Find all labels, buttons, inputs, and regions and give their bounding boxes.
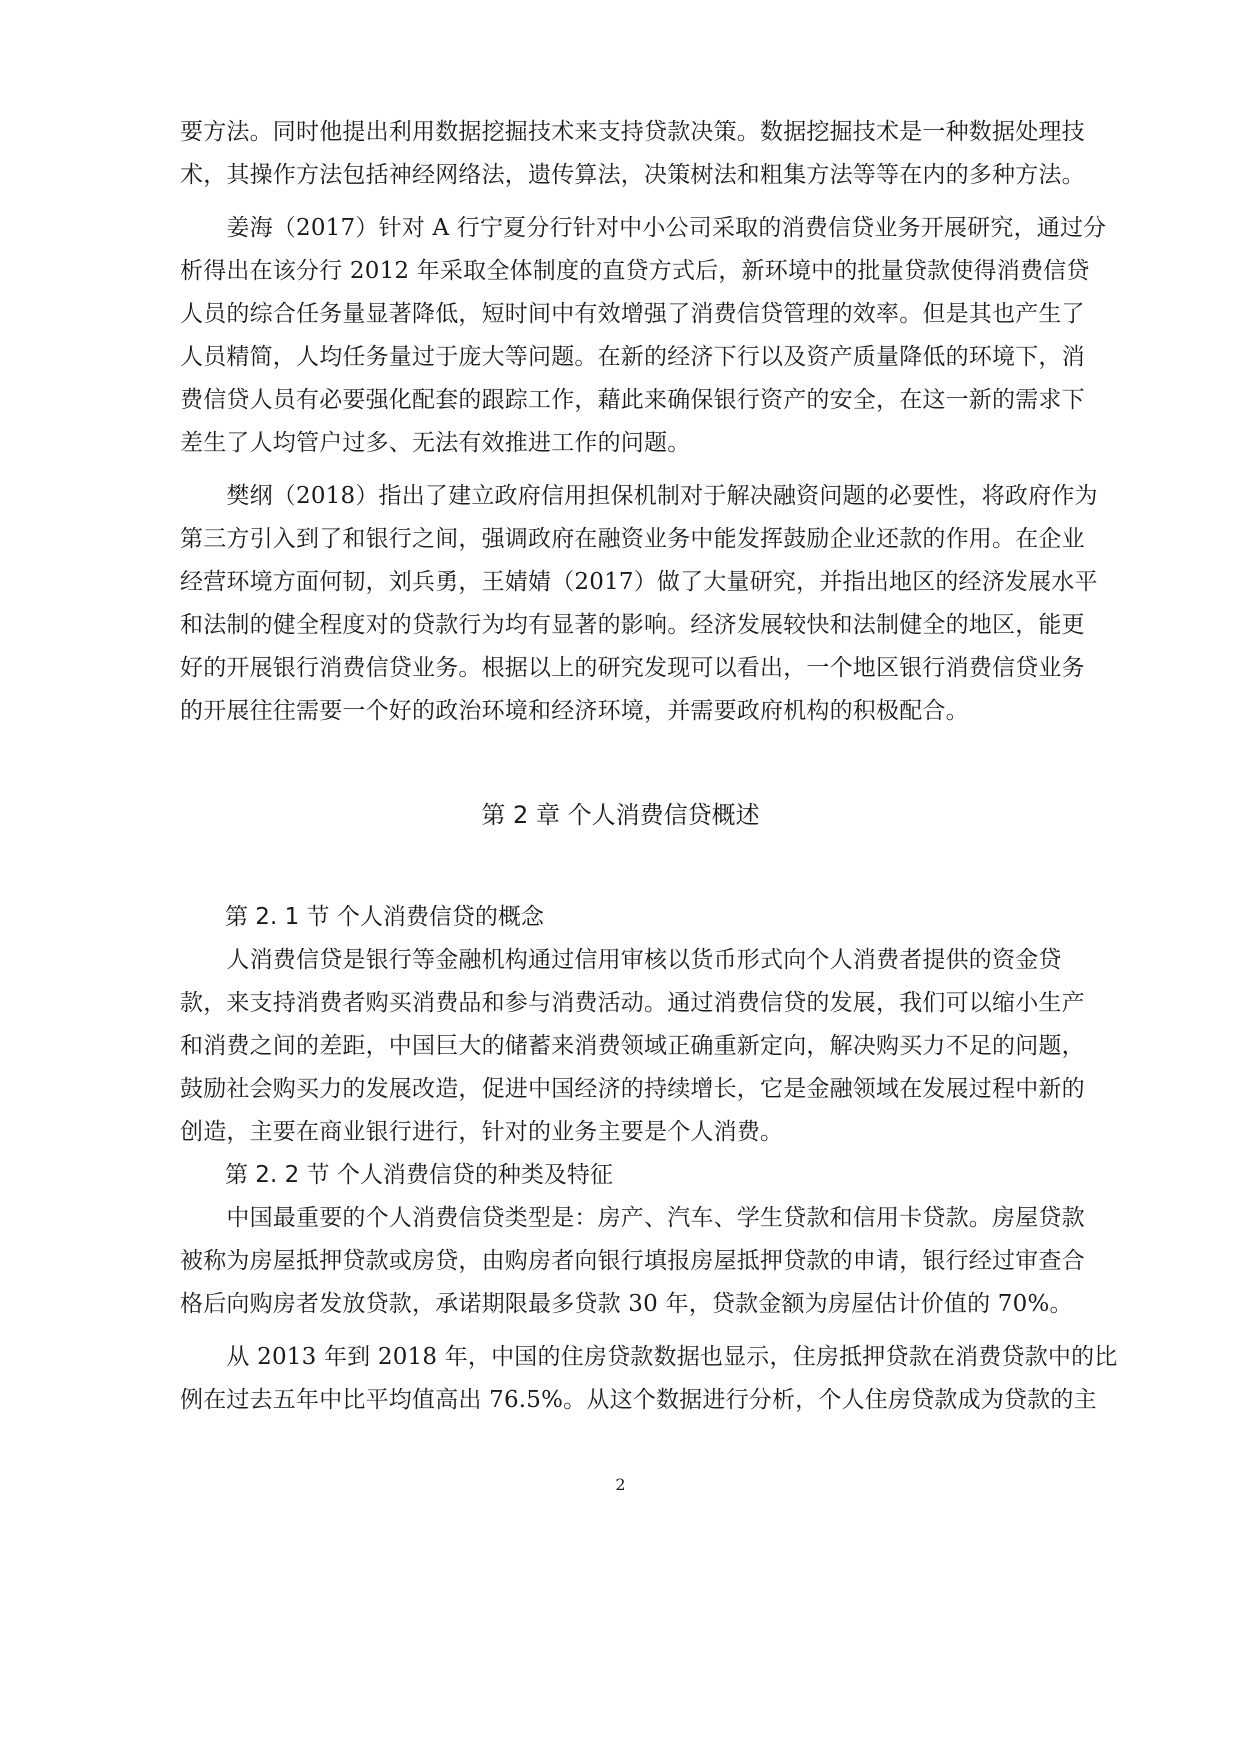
paragraph-line: 和消费之间的差距，中国巨大的储蓄来消费领域正确重新定向，解决购买力不足的问题，	[180, 1033, 1085, 1059]
paragraph-line: 从 2013 年到 2018 年，中国的住房贷款数据也显示，住房抵押贷款在消费贷款中的比	[180, 1344, 1118, 1370]
paragraph-line: 的开展往往需要一个好的政治环境和经济环境，并需要政府机构的积极配合。	[180, 698, 969, 724]
paragraph-line: 姜海（2017）针对 A 行宁夏分行针对中小公司采取的消费信贷业务开展研究，通过分	[180, 215, 1107, 241]
paragraph-line: 人员精简，人均任务量过于庞大等问题。在新的经济下行以及资产质量降低的环境下，消	[180, 344, 1085, 370]
paragraph-line: 创造，主要在商业银行进行，针对的业务主要是个人消费。	[180, 1119, 784, 1145]
paragraph-line: 樊纲（2018）指出了建立政府信用担保机制对于解决融资问题的必要性，将政府作为	[180, 483, 1098, 509]
paragraph-line: 经营环境方面何韧，刘兵勇，王婧婧（2017）做了大量研究，并指出地区的经济发展水平	[180, 569, 1098, 595]
paragraph-line: 和法制的健全程度对的贷款行为均有显著的影响。经济发展较快和法制健全的地区，能更	[180, 612, 1085, 638]
paragraph-line: 人员的综合任务量显著降低，短时间中有效增强了消费信贷管理的效率。但是其也产生了	[180, 301, 1085, 327]
paragraph-line: 被称为房屋抵押贷款或房贷，由购房者向银行填报房屋抵押贷款的申请，银行经过审查合	[180, 1248, 1085, 1274]
paragraph-line: 款，来支持消费者购买消费品和参与消费活动。通过消费信贷的发展，我们可以缩小生产	[180, 990, 1085, 1016]
paragraph-line: 格后向购房者发放贷款，承诺期限最多贷款 30 年，贷款金额为房屋估计价值的 70%。	[180, 1291, 1073, 1317]
paragraph-line: 好的开展银行消费信贷业务。根据以上的研究发现可以看出，一个地区银行消费信贷业务	[180, 655, 1085, 681]
section-heading: 第 2. 2 节 个人消费信贷的种类及特征	[225, 1162, 613, 1188]
paragraph-line: 要方法。同时他提出利用数据挖掘技术来支持贷款决策。数据挖掘技术是一种数据处理技	[180, 119, 1085, 145]
paragraph-line: 差生了人均管户过多、无法有效推进工作的问题。	[180, 430, 691, 456]
paragraph-line: 术，其操作方法包括神经网络法，遗传算法，决策树法和粗集方法等等在内的多种方法。	[180, 162, 1085, 188]
paragraph-line: 例在过去五年中比平均值高出 76.5%。从这个数据进行分析，个人住房贷款成为贷款的主	[180, 1387, 1097, 1413]
section-heading: 第 2. 1 节 个人消费信贷的概念	[225, 904, 544, 930]
paragraph-line: 费信贷人员有必要强化配套的跟踪工作，藉此来确保银行资产的安全，在这一新的需求下	[180, 387, 1085, 413]
paragraph-line: 第三方引入到了和银行之间，强调政府在融资业务中能发挥鼓励企业还款的作用。在企业	[180, 526, 1085, 552]
paragraph-line: 中国最重要的个人消费信贷类型是：房产、汽车、学生贷款和信用卡贷款。房屋贷款	[180, 1205, 1085, 1231]
paragraph-line: 析得出在该分行 2012 年采取全体制度的直贷方式后，新环境中的批量贷款使得消费信贷	[180, 258, 1090, 284]
paragraph-line: 人消费信贷是银行等金融机构通过信用审核以货币形式向个人消费者提供的资金贷	[180, 947, 1062, 973]
chapter-title: 第 2 章 个人消费信贷概述	[481, 801, 760, 829]
page-number: 2	[615, 1475, 626, 1494]
paragraph-line: 鼓励社会购买力的发展改造，促进中国经济的持续增长，它是金融领域在发展过程中新的	[180, 1076, 1085, 1102]
